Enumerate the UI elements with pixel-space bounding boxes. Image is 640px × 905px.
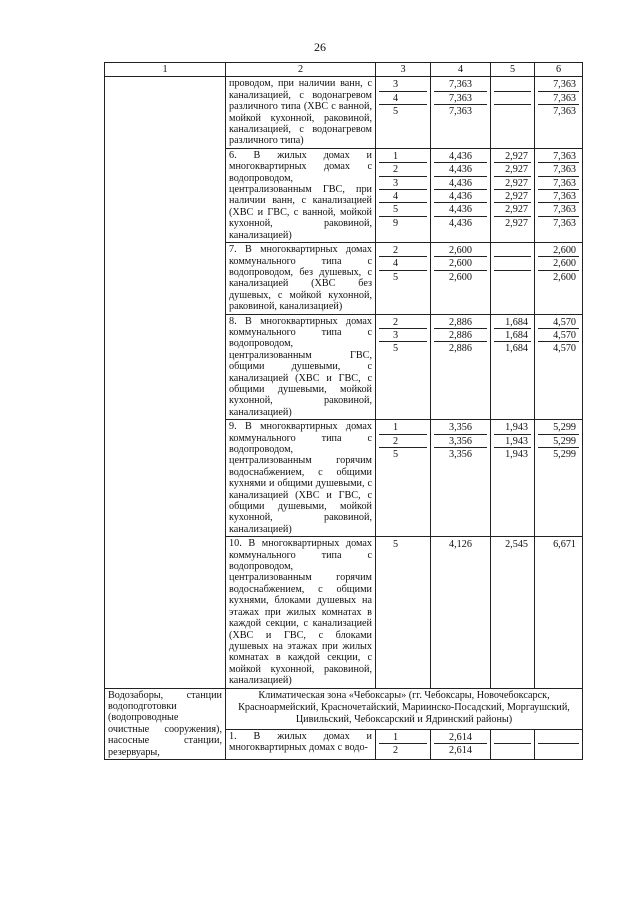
value-cell: 4,436 [434,163,487,176]
value-stack-c5 [491,537,535,688]
value-stack-c3 [376,729,431,759]
value-stack-c6 [535,243,583,314]
value-stack-c6 [535,537,583,688]
value-cell: 7,363 [553,106,576,118]
value-cell: 2,600 [538,244,579,257]
value-cell: 7,363 [434,78,487,91]
row-description: проводом, при наличии ванн, с канализацией, с водонагревом различного типа (ХВС с ванной, мойкой кухонной, раковиной, канализацией, с водонагревом различного типа) [226,77,376,148]
value-stack-c5 [491,77,535,148]
value-cell: 7,363 [538,177,579,190]
row-description: 9. В многоквартирных домах коммунального типа с водопроводом, централизованным горячим водоснабжением, с общими кухнями и общими душевыми, с канализацией (ХВС и ГВС, с общими душевыми, мойкой кухонной, раковиной, канализацией) [226,420,376,537]
value-cell: 2,886 [434,329,487,342]
value-cell: 7,363 [538,78,579,91]
value-cell: 5,299 [538,421,579,434]
value-cell: 2,545 [505,539,528,551]
table-body [105,63,583,760]
value-cell: 3,356 [434,421,487,434]
value-cell: 5 [393,448,399,460]
value-cell: 1 [379,421,427,434]
value-cell: 2,927 [494,163,531,176]
value-cell [494,244,531,257]
row-description: 8. В многоквартирных домах коммунального типа с водопроводом, централизованным ГВС, общими душевыми, с канализацией (ХВС и ГВС, с общими душевыми, мойкой кухонной, раковиной, канализацией) [226,314,376,420]
header-cell: 6 [535,63,583,77]
value-stack-c6 [535,420,583,537]
value-cell: 4,436 [434,150,487,163]
value-cell: 3,356 [449,448,472,460]
value-cell: 5 [393,106,399,118]
value-cell: 2,927 [494,177,531,190]
value-cell: 1,943 [494,421,531,434]
value-cell: 4,436 [434,190,487,203]
value-cell: 2 [379,435,427,448]
value-cell: 1,684 [505,343,528,355]
value-cell [494,92,531,105]
value-stack-c6 [535,77,583,148]
value-cell: 2,614 [434,731,487,744]
value-cell: 2,600 [553,271,576,283]
value-stack-c3 [376,148,431,242]
value-cell: 3 [379,329,427,342]
value-cell: 2 [379,316,427,329]
value-cell: 2,927 [505,217,528,229]
header-cell: 5 [491,63,535,77]
value-stack-c5 [491,148,535,242]
value-stack-c4 [431,243,491,314]
value-cell: 3 [379,78,427,91]
value-stack-c4 [431,420,491,537]
value-cell: 4 [379,190,427,203]
row-description: 7. В многоквартирных домах коммунального типа с водопроводом, без душевых, с канализацией (ХВС без душевых, с мойкой кухонной, раковиной, канализацией) [226,243,376,314]
table-row [105,77,583,148]
value-stack-c3 [376,77,431,148]
empty-category-cell [105,77,226,688]
value-cell: 4,436 [449,217,472,229]
value-stack-c4 [431,314,491,420]
value-cell: 5 [393,539,399,551]
value-stack-c5 [491,420,535,537]
value-cell: 4,126 [449,539,472,551]
value-cell: 4,570 [538,316,579,329]
value-cell: 2,927 [494,150,531,163]
value-cell [538,731,579,744]
header-row [105,63,583,77]
header-cell: 4 [431,63,491,77]
value-cell [494,731,531,744]
value-cell [494,744,531,756]
value-cell: 7,363 [538,190,579,203]
row-description: 6. В жилых домах и многоквартирных домах с водопроводом, централизованным ГВС, при наличии ванн, с канализацией (ХВС и ГВС, с ванной, мойкой кухонной, раковиной, канализацией) [226,148,376,242]
page-number: 26 [314,40,326,54]
value-cell: 2 [379,163,427,176]
value-stack-c4 [431,729,491,759]
value-cell [494,105,531,117]
value-cell: 5 [379,203,427,216]
value-stack-c6 [535,729,583,759]
value-stack-c4 [431,537,491,688]
tariff-table [104,62,583,760]
row-description: 1. В жилых домах и многоквартирных домах с водо- [226,729,376,759]
value-stack-c5 [491,243,535,314]
value-cell: 7,363 [538,163,579,176]
value-cell: 4,436 [434,177,487,190]
value-cell: 2,600 [434,257,487,270]
category-cell: Водозаборы, станции водоподготовки (водопроводные очистные сооружения), насосные станции, резервуары, [105,688,226,759]
value-cell: 5,299 [553,448,576,460]
value-cell: 4,570 [538,329,579,342]
value-cell: 4 [379,257,427,270]
value-cell: 7,363 [449,106,472,118]
value-cell [494,257,531,270]
value-cell [494,271,531,283]
value-cell [538,744,579,756]
value-stack-c3 [376,537,431,688]
climate-zone-heading: Климатическая зона «Чебоксары» (гг. Чебоксары, Новочебоксарск, Красноармейский, Красночетайский, Мариинско-Посадский, Моргаушский, Цивильский, Чебоксарский и Ядринский районы) [226,688,583,729]
value-cell: 2,600 [449,271,472,283]
value-cell: 9 [393,217,399,229]
value-cell: 5 [393,271,399,283]
value-stack-c3 [376,420,431,537]
value-cell: 1,943 [505,448,528,460]
value-cell: 1 [379,731,427,744]
value-cell: 2,614 [449,745,472,757]
header-cell: 3 [376,63,431,77]
header-cell: 1 [105,63,226,77]
value-stack-c6 [535,148,583,242]
value-stack-c4 [431,148,491,242]
header-cell: 2 [226,63,376,77]
value-cell: 3,356 [434,435,487,448]
value-cell [494,78,531,91]
value-cell: 2,927 [494,203,531,216]
value-cell: 1 [379,150,427,163]
value-cell: 5 [393,343,399,355]
value-stack-c4 [431,77,491,148]
value-cell: 4,570 [553,343,576,355]
value-cell: 2 [393,745,399,757]
value-cell: 7,363 [434,92,487,105]
value-cell: 1,943 [494,435,531,448]
value-stack-c3 [376,243,431,314]
value-cell: 7,363 [553,217,576,229]
value-stack-c6 [535,314,583,420]
row-description: 10. В многоквартирных домах коммунального типа с водопроводом, централизованным горячим водоснабжением, с общими кухнями, блоками душевых на этажах при жилых комнатах в каждой секции, с канализацией (ХВС и ГВС, с блоками душевых на этажах при жилых комнатах в каждой секции, с мойкой кухонной, раковиной, канализацией) [226,537,376,688]
value-cell: 1,684 [494,329,531,342]
value-cell: 7,363 [538,92,579,105]
value-cell: 7,363 [538,203,579,216]
value-cell: 2 [379,244,427,257]
value-cell: 7,363 [538,150,579,163]
value-cell: 2,927 [494,190,531,203]
value-cell: 2,886 [449,343,472,355]
value-cell: 4,436 [434,203,487,216]
value-cell: 2,600 [538,257,579,270]
zone-row [105,688,583,729]
value-stack-c5 [491,729,535,759]
value-cell: 3 [379,177,427,190]
value-cell: 2,600 [434,244,487,257]
value-cell: 2,886 [434,316,487,329]
value-cell: 6,671 [553,539,576,551]
value-stack-c5 [491,314,535,420]
value-stack-c3 [376,314,431,420]
value-cell: 4 [379,92,427,105]
value-cell: 1,684 [494,316,531,329]
value-cell: 5,299 [538,435,579,448]
